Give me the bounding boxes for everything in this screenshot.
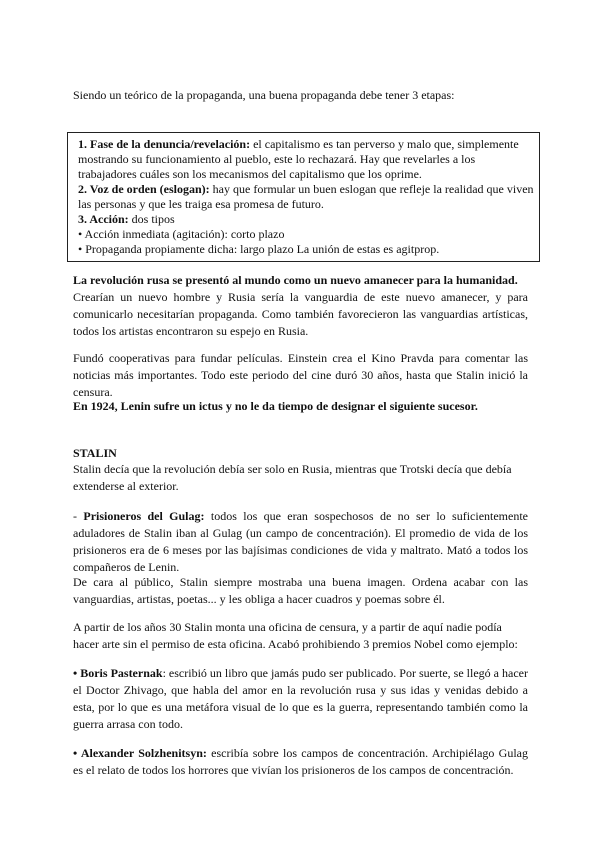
- public-image-paragraph: De cara al público, Stalin siempre mostraba una buena imagen. Ordena acabar con las vanguardias, artistas, poetas... y les obliga a hacer cuadros y poemas sobre él.: [73, 575, 528, 606]
- revolution-heading: [73, 272, 528, 289]
- lenin-paragraph: [73, 398, 528, 415]
- censorship-paragraph: A partir de los años 30 Stalin monta una oficina de censura, y a partir de aquí nadie podía hacer arte sin el permiso de esta oficina. Acabó prohibiendo 3 premios Nobel como ejemplo:: [73, 620, 518, 651]
- stage-2: [78, 182, 534, 212]
- lenin-bold-text: En 1924, Lenin sufre un ictus y no le da tiempo de designar el siguiente sucesor.: [73, 399, 478, 413]
- intro-paragraph: Siendo un teórico de la propaganda, una buena propaganda debe tener 3 etapas:: [73, 88, 455, 102]
- stage-3: [78, 212, 534, 227]
- stage-3-item-1: • Acción inmediata (agitación): corto plazo: [78, 227, 285, 241]
- solzhenitsyn-heading: • Alexander Solzhenitsyn:: [73, 746, 207, 760]
- propaganda-stages-box: [67, 132, 540, 262]
- solzhenitsyn-paragraph: [73, 745, 528, 779]
- stage-2-text: hay que formular un buen eslogan que refleje la realidad que viven las personas y que les traiga esa promesa de futuro.: [78, 182, 534, 211]
- stage-2-heading: 2. Voz de orden (eslogan):: [78, 182, 210, 196]
- stalin-intro-paragraph: Stalin decía que la revolución debía ser solo en Rusia, mientras que Trotski decía que debía extenderse al exterior.: [73, 462, 512, 493]
- pasternak-paragraph: [73, 665, 528, 733]
- stalin-title-text: STALIN: [73, 446, 117, 460]
- stage-3-heading: 3. Acción:: [78, 212, 129, 226]
- pasternak-text: : escribió un libro que jamás pudo ser publicado. Por suerte, se llegó a hacer el Doctor Zhivago, que habla del amor en la revolución rusa y sus idas y venidas debido a esta, por lo que es una metáfora visual de lo que es la guerra, representando también como la guerra arrasa con todo.: [73, 666, 528, 731]
- stalin-title: [73, 445, 528, 462]
- gulag-paragraph: [73, 508, 528, 576]
- stage-3-text: dos tipos: [128, 212, 175, 226]
- stage-1-text: el capitalismo es tan perverso y malo que, simplemente mostrando su funcionamiento al pueblo, este lo rechazará. Hay que revelarles a los trabajadores cuáles son los mecanismos del capitalismo que los oprime.: [78, 137, 519, 181]
- solzhenitsyn-text: escribía sobre los campos de concentración. Archipiélago Gulag es el relato de todos los horrores que vivían los prisioneros de los campos de concentración.: [73, 746, 528, 777]
- stage-3-item-2: • Propaganda propiamente dicha: largo plazo La unión de estas es agitprop.: [78, 242, 440, 256]
- cine-paragraph: Fundó cooperativas para fundar películas. Einstein crea el Kino Pravda para comentar las noticias más importantes. Todo este periodo del cine duró 30 años, hasta que Stalin inició la censura.: [73, 351, 528, 399]
- gulag-dash: -: [73, 509, 84, 523]
- gulag-text: todos los que eran sospechosos de no ser lo suficientemente aduladores de Stalin iban al Gulag (un campo de concentración). El promedio de vida de los prisioneros era de 6 meses por las bajísimas condiciones de vida y maltrato. Mató a todos los compañeros de Lenin.: [73, 509, 528, 574]
- gulag-heading: Prisioneros del Gulag:: [83, 509, 205, 523]
- revolution-paragraph: Crearían un nuevo hombre y Rusia sería la vanguardia de este nuevo amanecer, y para comunicarlo necesitarían propaganda. Como también favorecieron las vanguardias artísticas, todos los artistas encontraron su espejo en Rusia.: [73, 290, 528, 338]
- stage-1-heading: 1. Fase de la denuncia/revelación:: [78, 137, 251, 151]
- stage-1: [78, 137, 534, 182]
- revolution-heading-text: La revolución rusa se presentó al mundo como un nuevo amanecer para la humanidad.: [73, 273, 518, 287]
- pasternak-heading: • Boris Pasternak: [73, 666, 163, 680]
